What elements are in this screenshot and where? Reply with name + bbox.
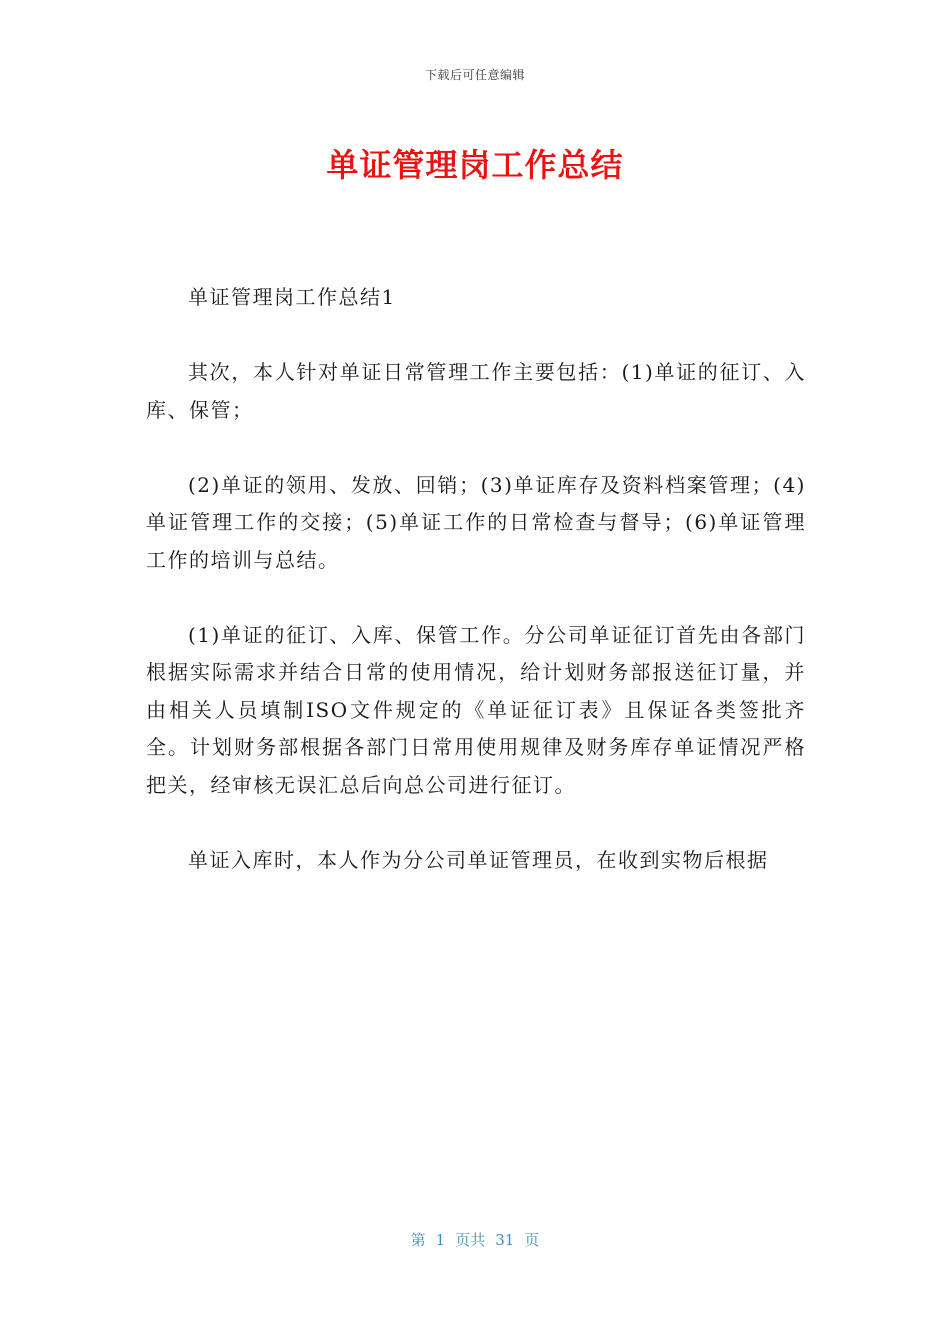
page-footer bbox=[0, 1229, 950, 1250]
header-note: 下载后可任意编辑 bbox=[424, 68, 525, 82]
paragraph-heading: 单证管理岗工作总结1 bbox=[188, 285, 396, 309]
footer-current-page: 1 bbox=[435, 1231, 446, 1249]
footer-suffix: 页 bbox=[524, 1231, 540, 1249]
document-title: 单证管理岗工作总结 bbox=[326, 146, 624, 184]
footer-prefix: 第 bbox=[410, 1231, 426, 1249]
footer-total-pages: 31 bbox=[495, 1231, 515, 1249]
paragraph: 单证入库时，本人作为分公司单证管理员，在收到实物后根据 bbox=[188, 847, 769, 872]
document-body bbox=[146, 279, 806, 917]
paragraph: 其次，本人针对单证日常管理工作主要包括：(1)单证的征订、入库、保管； bbox=[146, 360, 806, 422]
paragraph: (2)单证的领用、发放、回销；(3)单证库存及资料档案管理；(4)单证管理工作的交接；(5)单证工作的日常检查与督导；(6)单证管理工作的培训与总结。 bbox=[146, 472, 806, 572]
paragraph: (1)单证的征订、入库、保管工作。分公司单证征订首先由各部门根据实际需求并结合日常的使用情况，给计划财务部报送征订量，并由相关人员填制ISO文件规定的《单证征订表》且保证各类签批齐全。计划财务部根据各部门日常用使用规律及财务库存单证情况严格把关，经审核无误汇总后向总公司进行征订。 bbox=[146, 622, 806, 797]
footer-middle: 页共 bbox=[455, 1231, 486, 1249]
